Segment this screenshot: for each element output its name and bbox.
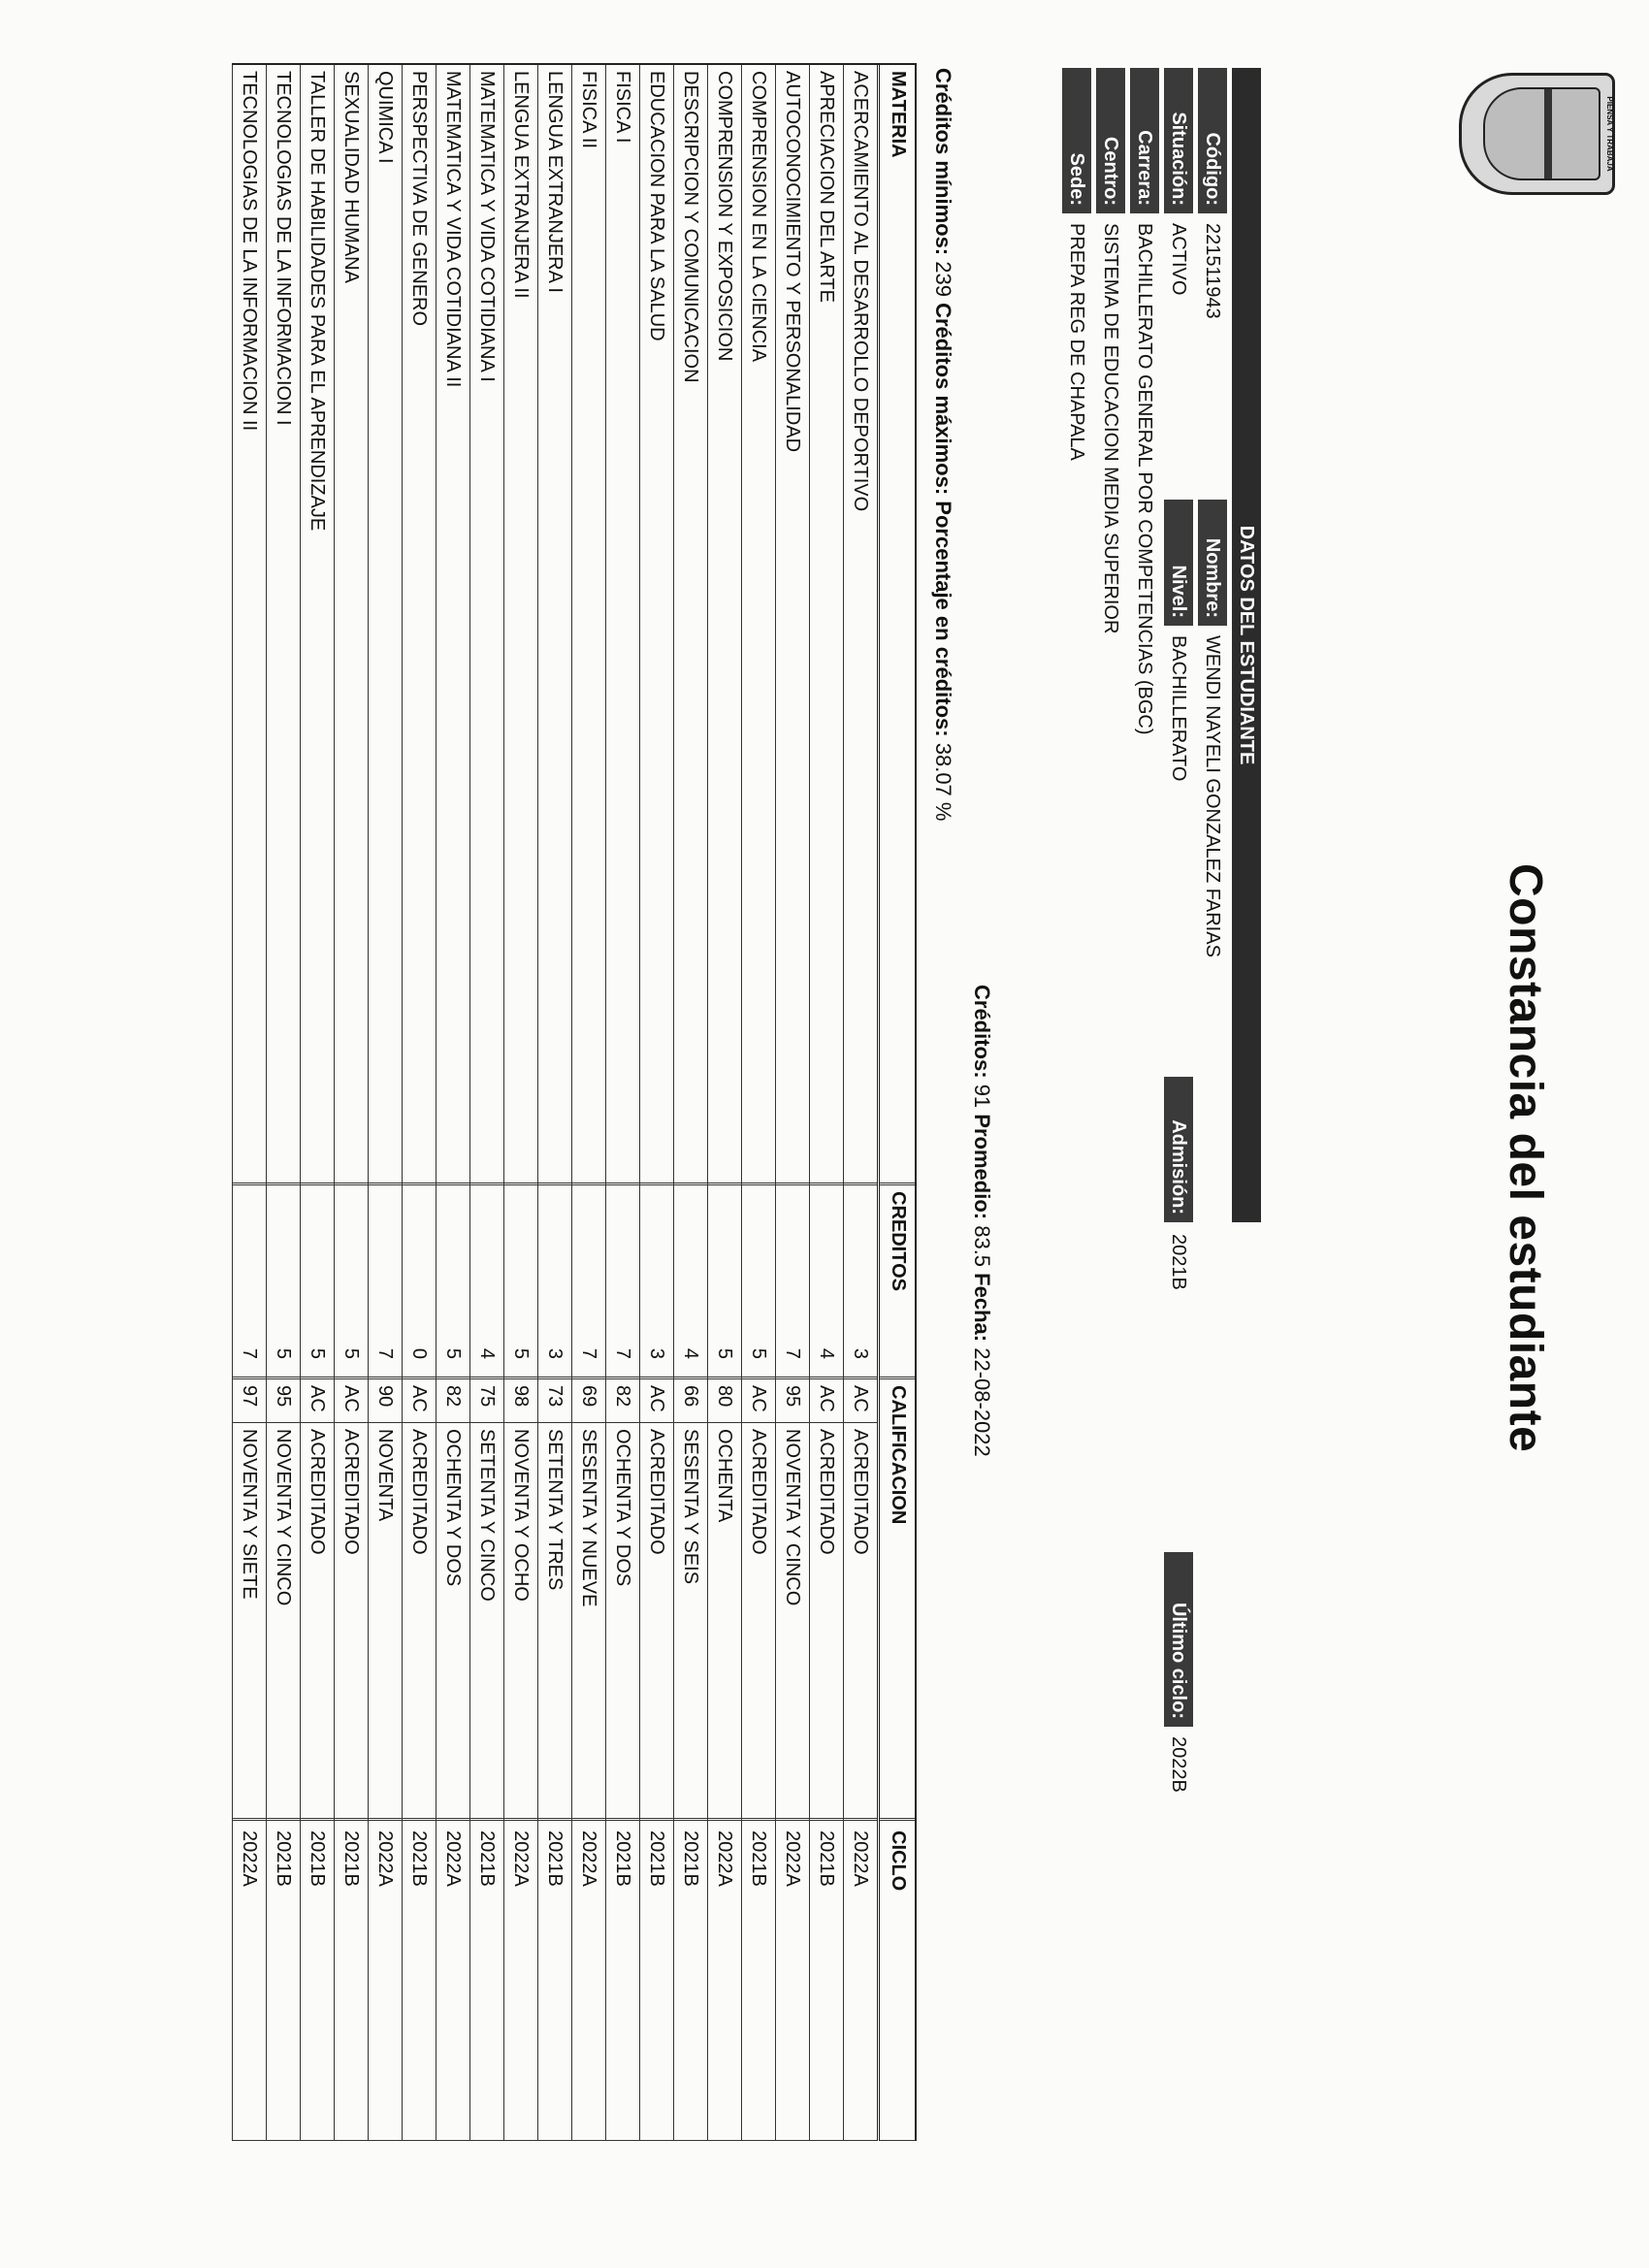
ciclo-cell: 2021B bbox=[640, 1821, 673, 2141]
creditos-cell: 7 bbox=[369, 1185, 402, 1379]
table-row bbox=[300, 65, 334, 2141]
materia-cell: DESCRIPCION Y COMUNICACION bbox=[674, 65, 707, 1185]
admision-label: Admisión: bbox=[1164, 1077, 1193, 1222]
grade-code-cell: 82 bbox=[436, 1379, 469, 1423]
creditos-cell: 5 bbox=[267, 1185, 300, 1379]
carrera-value: BACHILLERATO GENERAL POR COMPETENCIAS (BGC) bbox=[1134, 223, 1155, 735]
materia-cell: AUTOCONOCIMIENTO Y PERSONALIDAD bbox=[776, 65, 809, 1185]
table-row bbox=[639, 65, 673, 2141]
creditos-cell: 5 bbox=[335, 1185, 368, 1379]
grade-code-cell: 73 bbox=[538, 1379, 571, 1423]
document-title: Constancia del estudiante bbox=[1500, 863, 1551, 1453]
grade-text-cell: SESENTA Y SEIS bbox=[674, 1423, 707, 1821]
table-row bbox=[266, 65, 300, 2141]
table-header-row bbox=[877, 65, 915, 2141]
grade-text-cell: ACREDITADO bbox=[335, 1423, 368, 1821]
ciclo-cell: 2022A bbox=[844, 1821, 877, 2141]
grade-code-cell: 69 bbox=[572, 1379, 605, 1423]
creditos-cell: 7 bbox=[776, 1185, 809, 1379]
nombre-label: Nombre: bbox=[1198, 500, 1227, 626]
creditos-cell: 0 bbox=[403, 1185, 436, 1379]
creditos-cell: 5 bbox=[708, 1185, 741, 1379]
materia-cell: ACERCAMIENTO AL DESARROLLO DEPORTIVO bbox=[844, 65, 877, 1185]
materia-cell: EDUCACION PARA LA SALUD bbox=[640, 65, 673, 1185]
percentage-label: Porcentaje en créditos: bbox=[931, 501, 955, 737]
grade-code-cell: AC bbox=[640, 1379, 673, 1423]
grade-code-cell: AC bbox=[335, 1379, 368, 1423]
table-row bbox=[809, 65, 843, 2141]
creditos-label: Créditos: bbox=[970, 985, 994, 1079]
creditos-cell: 4 bbox=[674, 1185, 707, 1379]
creditos-cell: 3 bbox=[844, 1185, 877, 1379]
materia-cell: COMPRENSION Y EXPOSICION bbox=[708, 65, 741, 1185]
min-credits-value: 239 bbox=[931, 261, 955, 297]
grade-text-cell: SESENTA Y NUEVE bbox=[572, 1423, 605, 1821]
centro-value: SISTEMA DE EDUCACION MEDIA SUPERIOR bbox=[1100, 223, 1121, 634]
grade-code-cell: 82 bbox=[606, 1379, 639, 1423]
materia-cell: SEXUALIDAD HUMANA bbox=[335, 65, 368, 1185]
ciclo-cell: 2021B bbox=[267, 1821, 300, 2141]
ciclo-cell: 2021B bbox=[742, 1821, 775, 2141]
fecha-label: Fecha: bbox=[970, 1273, 994, 1343]
grade-text-cell: ACREDITADO bbox=[403, 1423, 436, 1821]
header-creditos: CREDITOS bbox=[880, 1185, 915, 1379]
grade-text-cell: OCHENTA bbox=[708, 1423, 741, 1821]
credits-summary bbox=[969, 985, 994, 1457]
ciclo-cell: 2022A bbox=[708, 1821, 741, 2141]
nivel-value: BACHILLERATO bbox=[1168, 635, 1189, 782]
materia-cell: MATEMATICA Y VIDA COTIDIANA II bbox=[436, 65, 469, 1185]
materia-cell: FISICA II bbox=[572, 65, 605, 1185]
grade-code-cell: AC bbox=[810, 1379, 843, 1423]
min-credits-label: Créditos mínimos: bbox=[931, 68, 955, 256]
creditos-cell: 3 bbox=[640, 1185, 673, 1379]
sede-label: Sede: bbox=[1062, 68, 1091, 213]
materia-cell: APRECIACION DEL ARTE bbox=[810, 65, 843, 1185]
promedio-value: 83.5 bbox=[970, 1225, 994, 1268]
ciclo-cell: 2021B bbox=[810, 1821, 843, 2141]
ciclo-cell: 2022A bbox=[572, 1821, 605, 2141]
materia-cell: COMPRENSION EN LA CIENCIA bbox=[742, 65, 775, 1185]
creditos-cell: 4 bbox=[470, 1185, 503, 1379]
grade-code-cell: 95 bbox=[267, 1379, 300, 1423]
grade-code-cell: AC bbox=[844, 1379, 877, 1423]
grade-text-cell: NOVENTA Y CINCO bbox=[267, 1423, 300, 1821]
table-row bbox=[775, 65, 809, 2141]
admision-value: 2021B bbox=[1168, 1234, 1189, 1290]
creditos-cell: 5 bbox=[436, 1185, 469, 1379]
ciclo-cell: 2021B bbox=[335, 1821, 368, 2141]
ciclo-cell: 2022A bbox=[369, 1821, 402, 2141]
creditos-cell: 4 bbox=[810, 1185, 843, 1379]
promedio-label: Promedio: bbox=[970, 1114, 994, 1220]
max-credits-label: Créditos máximos: bbox=[931, 303, 955, 496]
materia-cell: LENGUA EXTRANJERA II bbox=[504, 65, 537, 1185]
creditos-value: 91 bbox=[970, 1084, 994, 1109]
creditos-cell: 7 bbox=[606, 1185, 639, 1379]
grade-code-cell: 97 bbox=[233, 1379, 266, 1423]
table-row bbox=[368, 65, 402, 2141]
grade-text-cell: ACREDITADO bbox=[810, 1423, 843, 1821]
student-data-header: DATOS DEL ESTUDIANTE bbox=[1232, 68, 1261, 1222]
materia-cell: TECNOLOGIAS DE LA INFORMACION I bbox=[267, 65, 300, 1185]
ciclo-cell: 2021B bbox=[674, 1821, 707, 2141]
materia-cell: TECNOLOGIAS DE LA INFORMACION II bbox=[233, 65, 266, 1185]
grade-code-cell: 95 bbox=[776, 1379, 809, 1423]
table-row bbox=[707, 65, 741, 2141]
grade-code-cell: 98 bbox=[504, 1379, 537, 1423]
grade-text-cell: SETENTA Y TRES bbox=[538, 1423, 571, 1821]
situacion-value: ACTIVO bbox=[1168, 223, 1189, 296]
grade-code-cell: 90 bbox=[369, 1379, 402, 1423]
ciclo-cell: 2022A bbox=[504, 1821, 537, 2141]
table-row bbox=[334, 65, 368, 2141]
table-row bbox=[571, 65, 605, 2141]
grade-code-cell: AC bbox=[301, 1379, 334, 1423]
grade-text-cell: NOVENTA Y OCHO bbox=[504, 1423, 537, 1821]
grade-code-cell: 66 bbox=[674, 1379, 707, 1423]
creditos-cell: 5 bbox=[301, 1185, 334, 1379]
grade-code-cell: 80 bbox=[708, 1379, 741, 1423]
grades-table bbox=[232, 63, 917, 2141]
materia-cell: TALLER DE HABILIDADES PARA EL APRENDIZAJE bbox=[301, 65, 334, 1185]
table-row bbox=[469, 65, 503, 2141]
materia-cell: LENGUA EXTRANJERA I bbox=[538, 65, 571, 1185]
table-row bbox=[843, 65, 877, 2141]
carrera-label: Carrera: bbox=[1130, 68, 1159, 213]
header-ciclo: CICLO bbox=[880, 1821, 915, 2141]
ciclo-cell: 2021B bbox=[470, 1821, 503, 2141]
creditos-cell: 5 bbox=[742, 1185, 775, 1379]
ciclo-cell: 2022A bbox=[776, 1821, 809, 2141]
grade-text-cell: OCHENTA Y DOS bbox=[606, 1423, 639, 1821]
grade-text-cell: NOVENTA Y CINCO bbox=[776, 1423, 809, 1821]
ciclo-cell: 2022A bbox=[233, 1821, 266, 2141]
materia-cell: FISICA I bbox=[606, 65, 639, 1185]
ciclo-cell: 2022A bbox=[436, 1821, 469, 2141]
credits-limits bbox=[930, 68, 955, 821]
codigo-label: Código: bbox=[1198, 68, 1227, 213]
ciclo-cell: 2021B bbox=[301, 1821, 334, 2141]
grade-text-cell: ACREDITADO bbox=[301, 1423, 334, 1821]
grade-text-cell: OCHENTA Y DOS bbox=[436, 1423, 469, 1821]
grade-text-cell: SETENTA Y CINCO bbox=[470, 1423, 503, 1821]
grade-code-cell: AC bbox=[403, 1379, 436, 1423]
emblem-motto: PIENSA Y TRABAJA bbox=[1605, 96, 1614, 172]
fecha-value: 22-08-2022 bbox=[970, 1347, 994, 1457]
rotated-document bbox=[29, 10, 1639, 2173]
table-row bbox=[741, 65, 775, 2141]
table-row bbox=[673, 65, 707, 2141]
table-row bbox=[436, 65, 469, 2141]
creditos-cell: 7 bbox=[233, 1185, 266, 1379]
table-row bbox=[402, 65, 436, 2141]
header-calificacion: CALIFICACION bbox=[880, 1379, 915, 1821]
ciclo-cell: 2021B bbox=[538, 1821, 571, 2141]
materia-cell: PERSPECTIVA DE GENERO bbox=[403, 65, 436, 1185]
materia-cell: QUIMICA I bbox=[369, 65, 402, 1185]
nivel-label: Nivel: bbox=[1164, 500, 1193, 626]
table-row bbox=[537, 65, 571, 2141]
codigo-value: 221511943 bbox=[1202, 223, 1223, 319]
grade-text-cell: ACREDITADO bbox=[640, 1423, 673, 1821]
grade-code-cell: AC bbox=[742, 1379, 775, 1423]
creditos-cell: 7 bbox=[572, 1185, 605, 1379]
table-row bbox=[232, 65, 266, 2141]
table-row bbox=[605, 65, 639, 2141]
sede-value: PREPA REG DE CHAPALA bbox=[1066, 223, 1087, 461]
grade-text-cell: ACREDITADO bbox=[742, 1423, 775, 1821]
table-row bbox=[503, 65, 537, 2141]
grade-text-cell: NOVENTA bbox=[369, 1423, 402, 1821]
grade-text-cell: ACREDITADO bbox=[844, 1423, 877, 1821]
header-materia: MATERIA bbox=[880, 65, 915, 1185]
materia-cell: MATEMATICA Y VIDA COTIDIANA I bbox=[470, 65, 503, 1185]
creditos-cell: 5 bbox=[504, 1185, 537, 1379]
grade-text-cell: NOVENTA Y SIETE bbox=[233, 1423, 266, 1821]
grade-code-cell: 75 bbox=[470, 1379, 503, 1423]
nombre-value: WENDI NAYELI GONZALEZ FARIAS bbox=[1202, 635, 1223, 957]
centro-label: Centro: bbox=[1096, 68, 1125, 213]
creditos-cell: 3 bbox=[538, 1185, 571, 1379]
ultimo-ciclo-label: Último ciclo: bbox=[1164, 1552, 1193, 1727]
ciclo-cell: 2021B bbox=[606, 1821, 639, 2141]
ultimo-ciclo-value: 2022B bbox=[1168, 1736, 1189, 1793]
ciclo-cell: 2021B bbox=[403, 1821, 436, 2141]
situacion-label: Situación: bbox=[1164, 68, 1193, 213]
university-emblem bbox=[1459, 73, 1615, 195]
percentage-value: 38.07 % bbox=[931, 742, 955, 822]
